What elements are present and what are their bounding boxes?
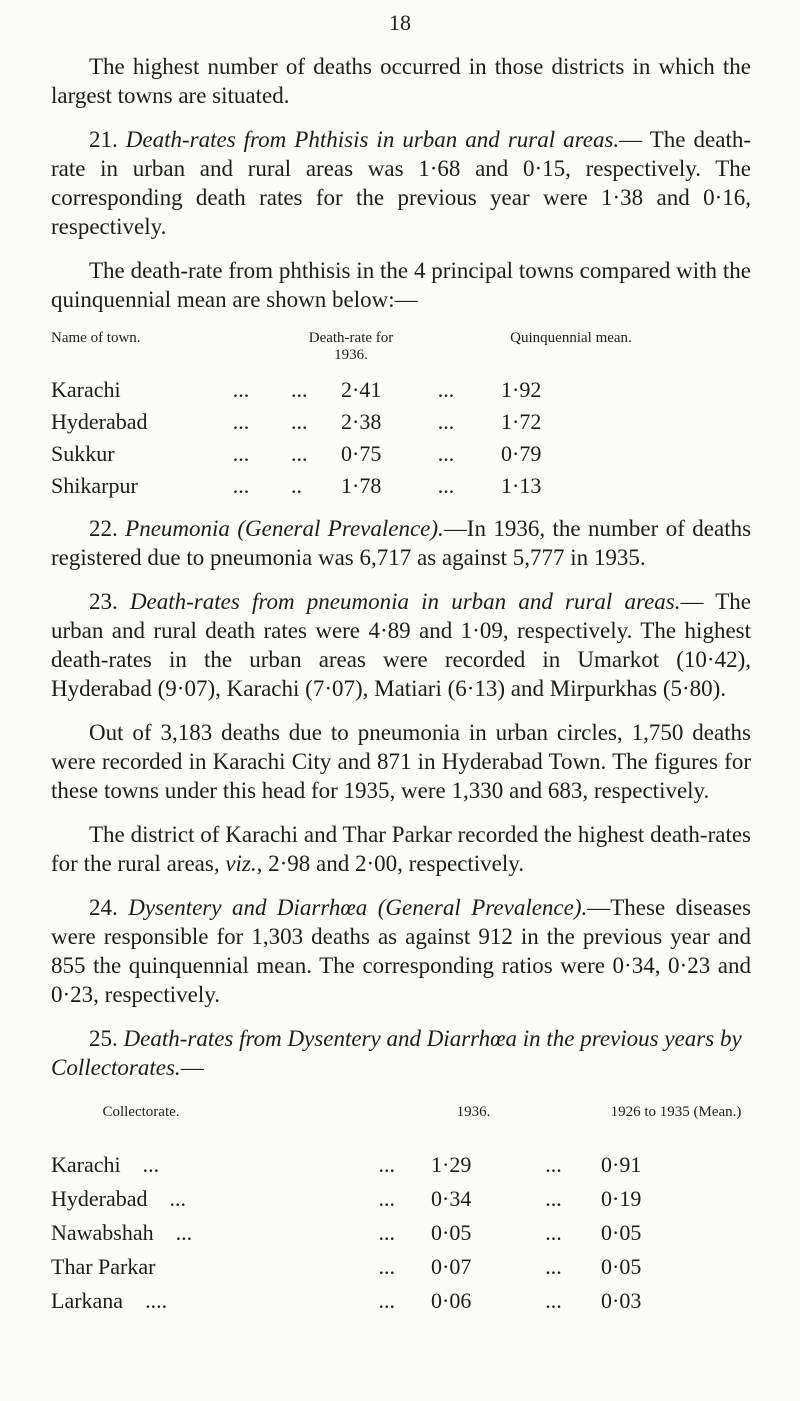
leader-dots: ... [378, 1186, 395, 1211]
table-row [51, 1216, 751, 1250]
collectorates-table [51, 1104, 751, 1318]
town-name: Karachi [51, 377, 121, 402]
leader-dots: ... [545, 1220, 562, 1245]
section-text: — The death-rate in urban and rural areas was 1·68 and 0·15, respectively. The corresponding death rates for the previous year were 1·38 and 0·16, respectively. [51, 127, 752, 239]
header-spacer [191, 330, 291, 374]
page-body [51, 52, 751, 1318]
section-24 [51, 893, 751, 1009]
leader-dots: ... [378, 1152, 395, 1177]
section-text: —In 1936, the number of deaths registered due to pneumonia was 6,717 as against 5,777 in 1935. [51, 516, 752, 570]
leader-dots: ... [378, 1254, 395, 1279]
section-number: 22. [89, 516, 118, 541]
header-spacer [411, 330, 481, 374]
table-header-row [51, 330, 641, 374]
section-heading: Pneumonia [125, 516, 230, 541]
towns-intro-paragraph: The death-rate from phthisis in the 4 principal towns compared with the quinquennial mean are shown below:— [51, 258, 751, 312]
section-heading: Death-rates from pneumonia in urban and rural areas. [129, 589, 681, 614]
collectorate-name: Nawabshah [51, 1220, 154, 1245]
leader-dots: ... [437, 473, 455, 498]
leader-dots: ... [291, 377, 308, 402]
table-row [51, 1250, 751, 1284]
leader-dots: ... [291, 409, 308, 434]
paragraph-text: 2·98 and 2·00, respectively. [268, 851, 525, 876]
leader-dots: ... [291, 441, 308, 466]
leader-dots: ... [378, 1288, 395, 1313]
section-number: 21. [89, 127, 118, 152]
page-number: 18 [389, 10, 411, 35]
town-name: Sukkur [51, 441, 115, 466]
death-rate-1936: 1·78 [341, 473, 382, 498]
intro-paragraph: The highest number of deaths occurred in those districts in which the largest towns are situated. [51, 54, 751, 108]
mean-1926-1935: 0·03 [601, 1288, 642, 1313]
leader-dots: ... [232, 377, 250, 402]
collectorate-name: Karachi [51, 1152, 121, 1177]
section-number: 24. [89, 895, 118, 920]
header-spacer [516, 1104, 591, 1148]
quinquennial-mean: 0·79 [501, 441, 542, 466]
value-1936: 0·07 [431, 1254, 472, 1279]
section-heading: (General Prevalence). [237, 516, 444, 541]
section-21 [51, 125, 751, 241]
town-name: Hyderabad [51, 409, 148, 434]
mean-1926-1935: 0·05 [601, 1254, 642, 1279]
mean-1926-1935: 0·91 [601, 1152, 642, 1177]
leader-dots: ... [232, 409, 250, 434]
leader-dots: ... [545, 1186, 562, 1211]
death-rate-1936: 2·41 [341, 377, 382, 402]
pneumonia-circles-paragraph: Out of 3,183 deaths due to pneumonia in urban circles, 1,750 deaths were recorded in Karachi City and 871 in Hyderabad Town. The figures for these towns under this head for 1935, were 1,330 and 683, respectively. [51, 720, 751, 803]
column-header-town: Name of town. [51, 330, 141, 346]
value-1936: 0·06 [431, 1288, 472, 1313]
leader-dots: ... [378, 1220, 395, 1245]
column-header-collectorate: Collectorate. [102, 1104, 180, 1120]
table-row [51, 406, 641, 438]
column-header-1936: 1936. [456, 1104, 491, 1120]
section-number: 23. [89, 589, 118, 614]
collectorate-cell [51, 1284, 231, 1318]
leader-dots: ... [437, 377, 455, 402]
table-row [51, 1182, 751, 1216]
table-row [51, 1148, 751, 1182]
table-row [51, 470, 641, 502]
town-name: Shikarpur [51, 473, 138, 498]
section-heading: Dysentery and Diarrhœa [128, 895, 368, 920]
section-25 [51, 1024, 751, 1082]
rural-district-paragraph [51, 820, 751, 878]
section-number: 25. [89, 1026, 118, 1051]
death-rate-1936: 2·38 [341, 409, 382, 434]
leader-dots: .... [145, 1288, 168, 1313]
collectorate-cell [51, 1250, 231, 1284]
death-rate-cell [291, 470, 411, 502]
section-23 [51, 587, 751, 703]
table-header-row [51, 1104, 751, 1148]
paragraph-text: The district of Karachi and Thar Parkar recorded the highest death-rates for the rural areas, [51, 822, 751, 876]
leader-dots: .. [291, 473, 302, 498]
collectorate-cell [51, 1148, 231, 1182]
table-row [51, 374, 641, 406]
leader-dots: ... [545, 1152, 562, 1177]
collectorate-cell [51, 1216, 231, 1250]
death-rate-cell [291, 406, 411, 438]
leader-dots: ... [232, 441, 250, 466]
section-heading: (General Prevalence). [377, 895, 588, 920]
table-row [51, 438, 641, 470]
quinquennial-mean: 1·72 [501, 409, 542, 434]
column-header-mean: 1926 to 1935 (Mean.) [610, 1104, 742, 1120]
leader-dots: ... [232, 473, 250, 498]
leader-dots: ... [545, 1288, 562, 1313]
paragraph-viz: viz., [225, 851, 263, 876]
table-row [51, 1284, 751, 1318]
leader-dots: ... [142, 1152, 160, 1177]
value-1936: 0·05 [431, 1220, 472, 1245]
death-rate-1936: 0·75 [341, 441, 382, 466]
quinquennial-mean: 1·13 [501, 473, 542, 498]
collectorate-cell [51, 1182, 231, 1216]
section-heading: Death-rates from Dysentery and Diarrhœa in the previous years by Collectorates. [51, 1026, 742, 1080]
phthisis-towns-table [51, 330, 641, 502]
value-1936: 0·34 [431, 1186, 472, 1211]
value-1936: 1·29 [431, 1152, 472, 1177]
section-heading: Death-rates from Phthisis in urban and rural areas. [125, 127, 620, 152]
death-rate-cell [291, 438, 411, 470]
section-22 [51, 514, 751, 572]
leader-dots: ... [169, 1186, 187, 1211]
collectorate-name: Hyderabad [51, 1186, 148, 1211]
collectorate-name: Larkana [51, 1288, 124, 1313]
section-text: — The urban and rural death rates were 4·89 and 1·09, respectively. The highest death-rates in the urban areas were recorded in Umarkot (10·42), Hyderabad (9·07), Karachi (7·07), Matiari (6·13) and Mirpurkhas (5·80). [51, 589, 752, 701]
death-rate-cell [291, 374, 411, 406]
column-header-mean: Quinquennial mean. [510, 330, 632, 346]
mean-1926-1935: 0·05 [601, 1220, 642, 1245]
leader-dots: ... [545, 1254, 562, 1279]
leader-dots: ... [437, 441, 455, 466]
section-dash: — [180, 1055, 204, 1080]
mean-1926-1935: 0·19 [601, 1186, 642, 1211]
column-header-rate: Death-rate for 1936. [308, 330, 394, 363]
quinquennial-mean: 1·92 [501, 377, 542, 402]
leader-dots: ... [175, 1220, 193, 1245]
header-spacer [231, 1104, 431, 1148]
section-text: —These diseases were responsible for 1,303 deaths as against 912 in the previous year and 855 the quinquennial mean. The corresponding ratios were 0·34, 0·23 and 0·23, respectively. [51, 895, 752, 1007]
collectorate-name: Thar Parkar [51, 1254, 156, 1279]
leader-dots: ... [437, 409, 455, 434]
